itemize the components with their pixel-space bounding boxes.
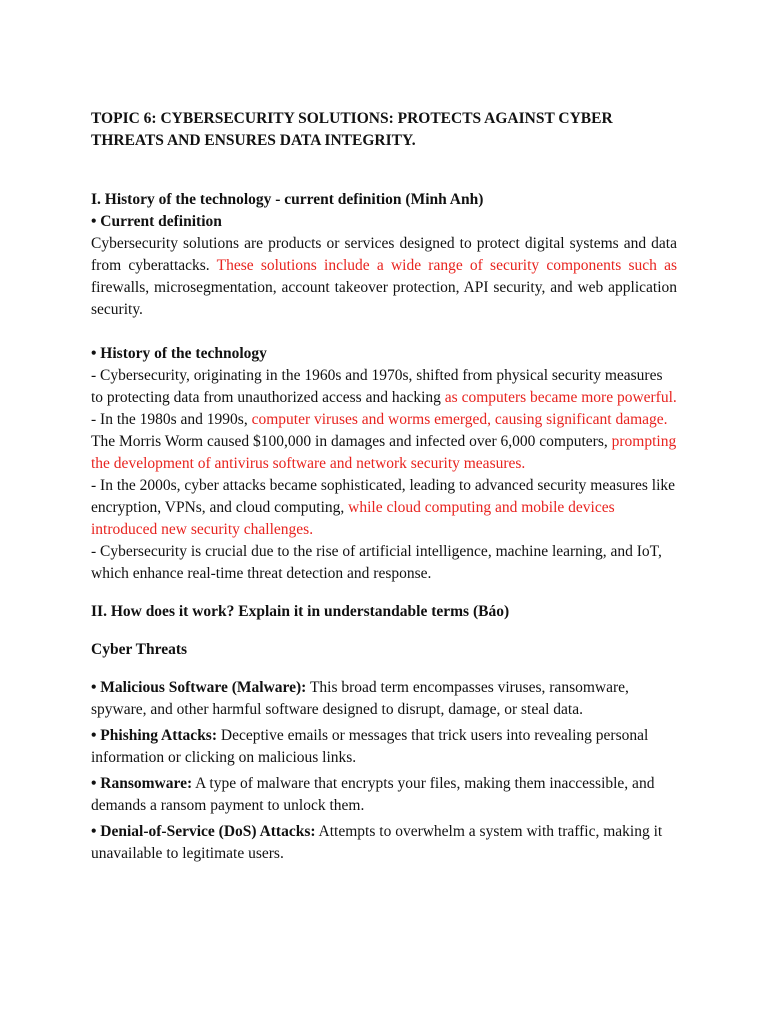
history-2-text: - In the 1980s and 1990s, (91, 411, 252, 428)
document-page (91, 108, 677, 869)
current-definition-bullet: • Current definition (91, 213, 222, 230)
threat-text: This broad term encompasses viruses, ransomware, spyware, and other harmful software designed to disrupt, damage, or steal data. (91, 679, 629, 718)
cyber-threats-subheading: Cyber Threats (91, 641, 188, 658)
threat-label: • Denial-of-Service (DoS) Attacks: (91, 823, 316, 840)
history-paragraph-2 (91, 409, 677, 475)
section2-heading: II. How does it work? Explain it in understandable terms (Báo) (91, 603, 510, 620)
threat-item-ransomware (91, 773, 677, 817)
history-paragraph-4: - Cybersecurity is crucial due to the rise of artificial intelligence, machine learning, and IoT, which enhance real-time threat detection and response. (91, 543, 662, 582)
threat-item-dos (91, 821, 677, 865)
threat-item-malware (91, 677, 677, 721)
current-definition-paragraph (91, 233, 677, 321)
threat-label: • Malicious Software (Malware): (91, 679, 307, 696)
history-2-highlight-1: computer viruses and worms emerged, causing significant damage. (251, 411, 668, 428)
threat-text: Attempts to overwhelm a system with traffic, making it unavailable to legitimate users. (91, 823, 663, 862)
history-1-text: - Cybersecurity, originating in the 1960s and 1970s, shifted from physical security measures to protecting data from unauthorized access and hacking (91, 367, 663, 406)
history-1-highlight: as computers became more powerful. (444, 389, 677, 406)
threat-text: A type of malware that encrypts your files, making them inaccessible, and demands a ransom payment to unlock them. (91, 775, 655, 814)
threat-label: • Ransomware: (91, 775, 193, 792)
history-bullet: • History of the technology (91, 345, 267, 362)
definition-highlight: These solutions include a wide range of security components such as (216, 257, 677, 274)
definition-text: Cybersecurity solutions are products or services designed to protect digital systems and data from cyberattacks. (91, 235, 677, 274)
threat-label: • Phishing Attacks: (91, 727, 218, 744)
history-2-text-mid: The Morris Worm caused $100,000 in damages and infected over 6,000 computers, (91, 433, 612, 450)
threat-text: Deceptive emails or messages that trick users into revealing personal information or clicking on malicious links. (91, 727, 649, 766)
section1-heading: I. History of the technology - current definition (Minh Anh) (91, 191, 484, 208)
history-3-highlight: while cloud computing and mobile devices introduced new security challenges. (91, 499, 615, 538)
history-paragraph-1 (91, 365, 677, 409)
threat-item-phishing (91, 725, 677, 769)
definition-text-end: firewalls, microsegmentation, account takeover protection, API security, and web application security. (91, 279, 677, 318)
threat-list (91, 677, 677, 865)
history-paragraph-3 (91, 475, 677, 541)
history-3-text: - In the 2000s, cyber attacks became sophisticated, leading to advanced security measures like encryption, VPNs, and cloud computing, (91, 477, 676, 516)
history-2-highlight-2: prompting the development of antivirus software and network security measures. (91, 433, 677, 472)
document-title: TOPIC 6: CYBERSECURITY SOLUTIONS: PROTECTS AGAINST CYBER THREATS AND ENSURES DATA INTEGRITY. (91, 110, 613, 149)
